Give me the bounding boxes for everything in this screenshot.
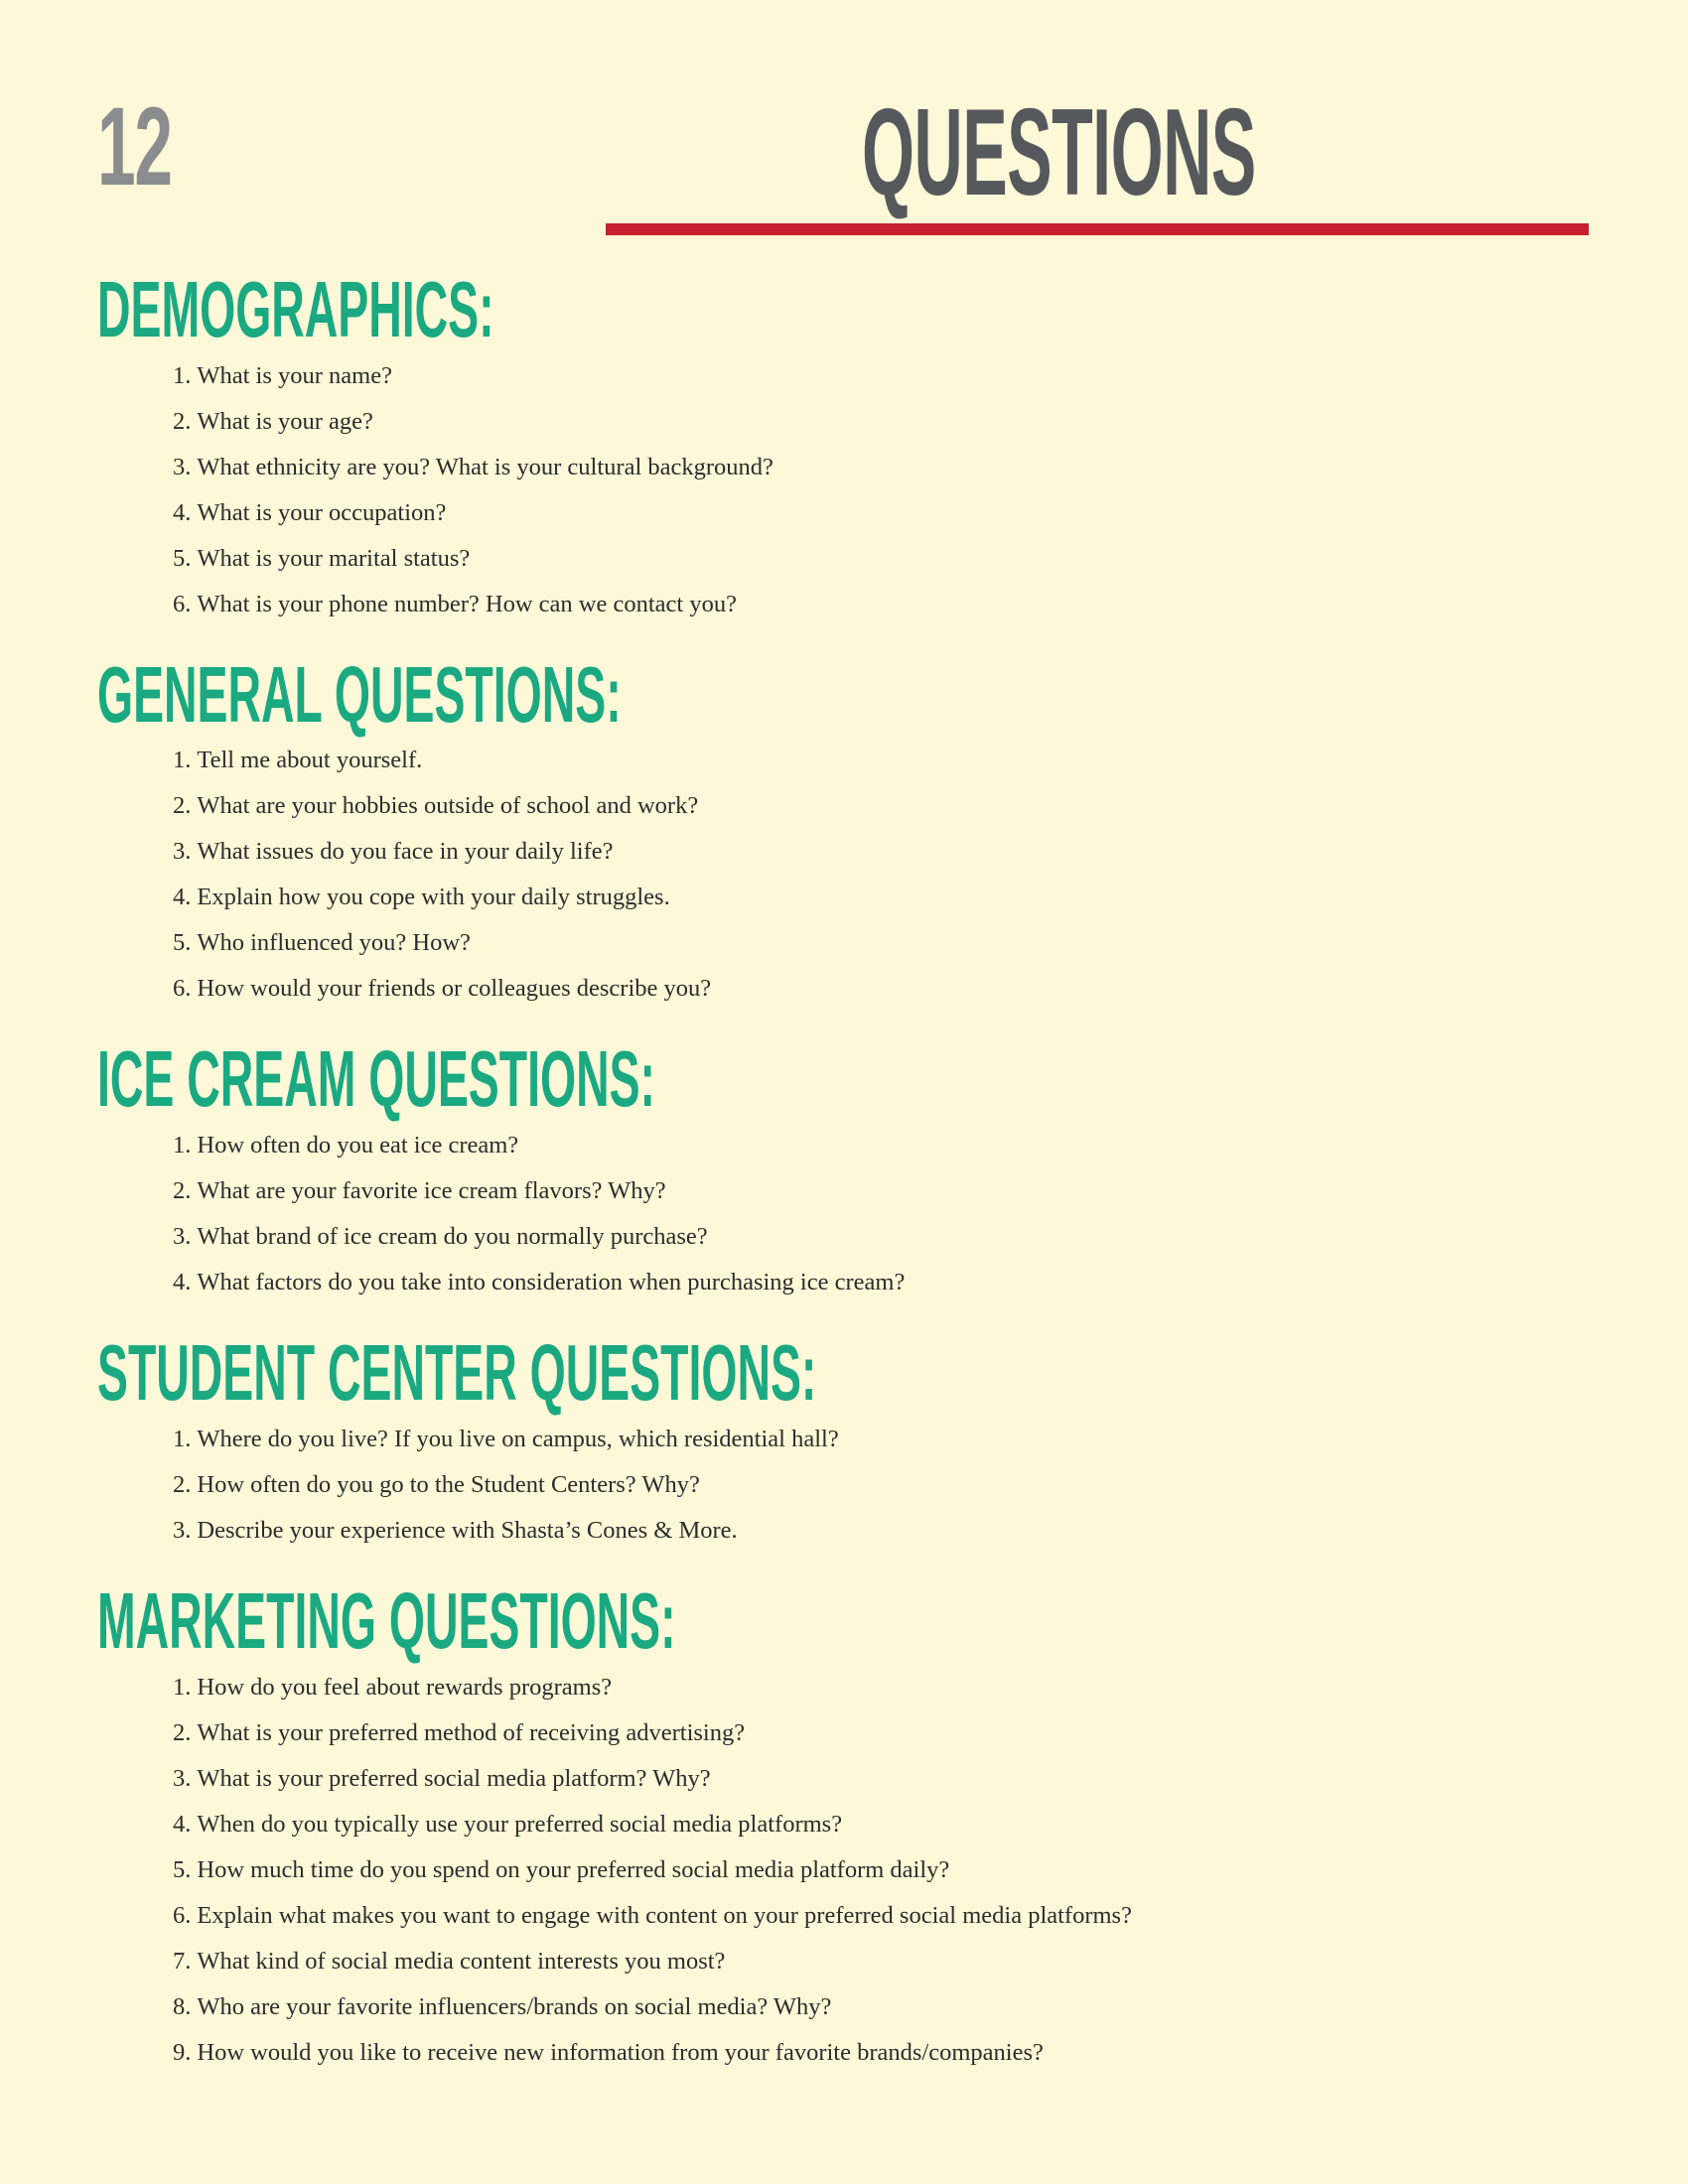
question-list-marketing [173,1665,1132,2076]
section-heading-ice-cream: ICE CREAM QUESTIONS: [97,1034,655,1123]
list-item: 1. Tell me about yourself. [173,747,423,773]
list-item: 5. What is your marital status? [173,545,471,572]
list-item: 3. What issues do you face in your daily life? [173,838,614,865]
section-heading-demographics: DEMOGRAPHICS: [97,265,494,353]
list-item: 1. What is your name? [173,362,392,389]
list-item: 6. How would your friends or colleagues describe you? [173,975,712,1002]
list-item: 6. Explain what makes you want to engage with content on your preferred social media platforms? [173,1902,1132,1929]
question-list-general [173,738,711,1012]
title-underline [606,223,1589,235]
list-item: 3. What is your preferred social media platform? Why? [173,1765,711,1792]
list-item: 5. How much time do you spend on your preferred social media platform daily? [173,1856,950,1883]
list-item: 3. What ethnicity are you? What is your cultural background? [173,454,774,480]
section-heading-general: GENERAL QUESTIONS: [97,650,622,739]
list-item: 4. What factors do you take into consideration when purchasing ice cream? [173,1269,906,1296]
list-item: 8. Who are your favorite influencers/brands on social media? Why? [173,1993,832,2020]
list-item: 1. How do you feel about rewards programs? [173,1674,613,1701]
list-item: 7. What kind of social media content interests you most? [173,1948,726,1975]
question-list-demographics [173,353,774,627]
list-item: 5. Who influenced you? How? [173,929,471,956]
list-item: 4. When do you typically use your preferred social media platforms? [173,1811,843,1838]
list-item: 1. How often do you eat ice cream? [173,1132,519,1159]
list-item: 1. Where do you live? If you live on campus, which residential hall? [173,1426,839,1452]
list-item: 6. What is your phone number? How can we contact you? [173,591,737,617]
list-item: 4. Explain how you cope with your daily struggles. [173,884,670,910]
section-heading-marketing: MARKETING QUESTIONS: [97,1576,676,1665]
list-item: 2. What are your favorite ice cream flavors? Why? [173,1177,666,1204]
list-item: 2. What are your hobbies outside of school and work? [173,792,699,819]
list-item: 2. What is your age? [173,408,373,435]
question-list-ice-cream [173,1123,905,1305]
list-item: 2. What is your preferred method of receiving advertising? [173,1719,746,1746]
page-title: QUESTIONS [862,84,1256,221]
question-list-student-center [173,1417,839,1554]
list-item: 3. Describe your experience with Shasta’s Cones & More. [173,1517,738,1544]
list-item: 3. What brand of ice cream do you normally purchase? [173,1223,708,1250]
list-item: 4. What is your occupation? [173,499,447,526]
section-heading-student-center: STUDENT CENTER QUESTIONS: [97,1328,817,1417]
page-number: 12 [97,84,172,208]
list-item: 2. How often do you go to the Student Centers? Why? [173,1471,700,1498]
list-item: 9. How would you like to receive new information from your favorite brands/companies? [173,2039,1044,2066]
